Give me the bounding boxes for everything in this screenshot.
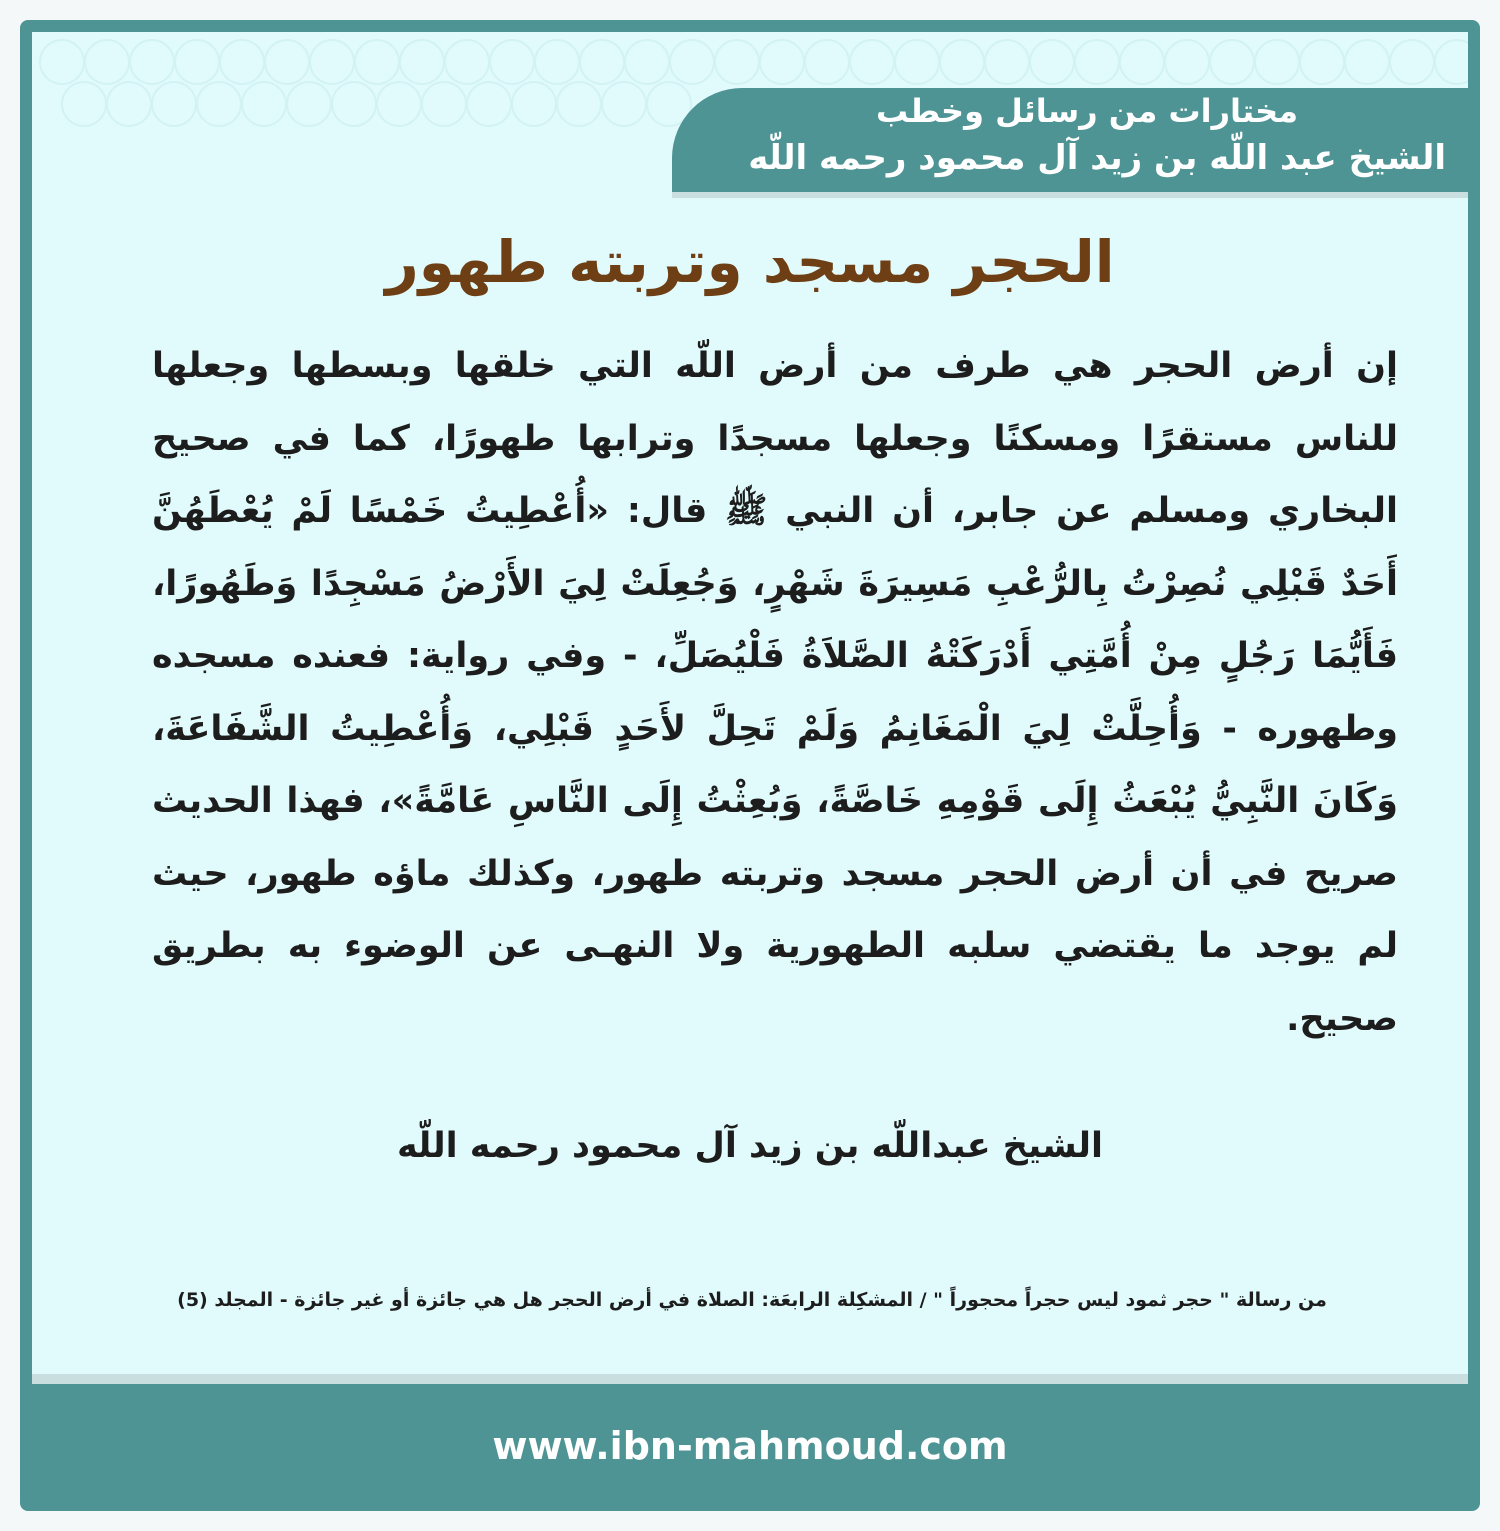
body-paragraph: إن أرض الحجر هي طرف من أرض اللّه التي خلقها وبسطها وجعلها للناس مستقرًا ومسكنًا وجعلها مسجدًا وترابها طهورًا، كما في صحيح البخاري ومسلم عن جابر، أن النبي ﷺ قال: «أُعْطِيتُ خَمْسًا لَمْ يُعْطَهُنَّ أَحَدٌ قَبْلِي نُصِرْتُ بِالرُّعْبِ مَسِيرَةَ شَهْرٍ، وَجُعِلَتْ لِيَ الأَرْضُ مَسْجِدًا وَطَهُورًا، فَأَيُّمَا رَجُلٍ مِنْ أُمَّتِي أَدْرَكَتْهُ الصَّلاَةُ فَلْيُصَلِّ، - وفي رواية: فعنده مسجده وطهوره - وَأُحِلَّتْ لِيَ الْمَغَانِمُ وَلَمْ تَحِلَّ لأَحَدٍ قَبْلِي، وَأُعْطِيتُ الشَّفَاعَةَ، وَكَانَ النَّبِيُّ يُبْعَثُ إِلَى قَوْمِهِ خَاصَّةً، وَبُعِثْتُ إِلَى النَّاسِ عَامَّةً»، فهذا الحديث صريح في أن أرض الحجر مسجد وتربته طهور، وكذلك ماؤه طهور، حيث لم يوجد ما يقتضي سلبه الطهورية ولا النهـى عن الوضوء به بطريق صحيح. <box>152 346 1398 1039</box>
content-panel <box>32 32 1468 1382</box>
card-frame <box>20 20 1480 1511</box>
source-citation: من رسالة " حجر ثمود ليس حجراً محجوراً " / المشكِلة الرابعَة: الصلاة في أرض الحجر هل هي جائزة أو غير جائزة - المجلد (5) <box>177 1289 1327 1311</box>
divider-strip <box>32 1374 1468 1384</box>
header-author: الشيخ عبد اللّه بن زيد آل محمود رحمه اللّه <box>748 138 1446 178</box>
page-title: الحجر مسجد وتربته طهور <box>385 228 1115 296</box>
header-band <box>672 88 1468 198</box>
author-signature: الشيخ عبداللّه بن زيد آل محمود رحمه اللّه <box>396 1126 1104 1166</box>
website-link[interactable]: www.ibn-mahmoud.com <box>492 1424 1008 1468</box>
header-subtitle: مختارات من رسائل وخطب <box>875 92 1298 130</box>
